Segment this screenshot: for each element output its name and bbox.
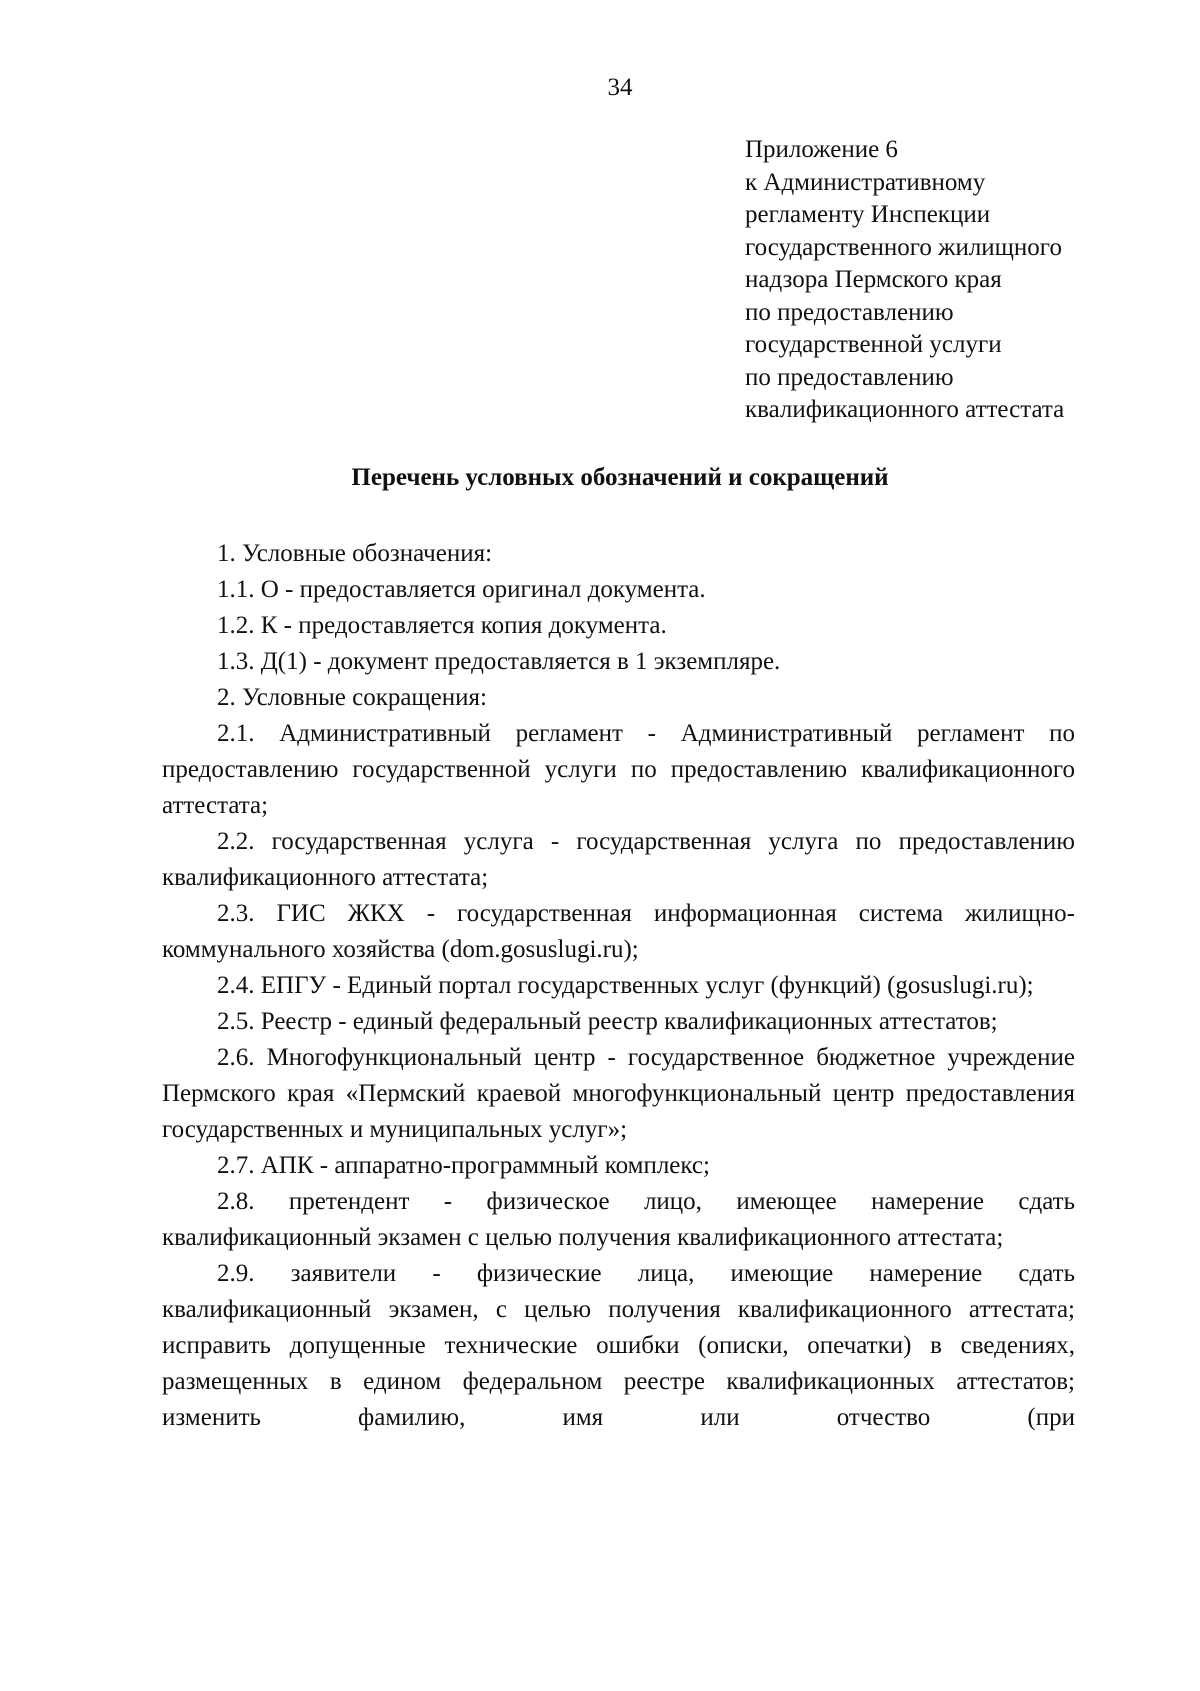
page-number: 34 — [607, 74, 633, 101]
list-item: 2.6. Многофункциональный центр - государственное бюджетное учреждение Пермского края «Пермский краевой многофункциональный центр предоставления государственных и муниципальных услуг»; — [162, 1044, 1075, 1143]
list-item: 2.1. Административный регламент - Административный регламент по предоставлению государственной услуги по предоставлению квалификационного аттестата; — [162, 720, 1075, 819]
list-item: 2.4. ЕПГУ - Единый портал государственных услуг (функций) (gosuslugi.ru); — [217, 972, 1034, 999]
list-item: 2.2. государственная услуга - государственная услуга по предоставлению квалификационного аттестата; — [162, 828, 1075, 891]
appendix-line: Приложение 6 — [745, 136, 898, 163]
appendix-line: государственной услуги — [745, 331, 1002, 358]
list-item: 2. Условные сокращения: — [217, 684, 487, 711]
document-body — [162, 536, 1075, 1436]
list-item: 2.5. Реестр - единый федеральный реестр квалификационных аттестатов; — [217, 1008, 998, 1035]
document-title: Перечень условных обозначений и сокращений — [351, 464, 889, 491]
appendix-header — [745, 134, 1145, 427]
appendix-line: к Административному — [745, 168, 986, 196]
list-item: 2.9. заявители - физические лица, имеющие намерение сдать квалификационный экзамен, с целью получения квалификационного аттестата; исправить допущенные технические ошибки (описки, опечатки) в сведениях, размещенных в едином федеральном реестре квалификационных аттестатов; изменить фамилию, имя или отчество (при — [162, 1260, 1075, 1431]
list-item: 1.2. К - предоставляется копия документа. — [217, 612, 667, 639]
appendix-line: квалификационного аттестата — [745, 396, 1065, 423]
appendix-line: по предоставлению — [745, 363, 954, 391]
list-item: 1.1. О - предоставляется оригинал документа. — [217, 576, 706, 603]
appendix-line: регламенту Инспекции — [745, 201, 991, 228]
appendix-line: государственного жилищного — [745, 233, 1062, 261]
appendix-line: надзора Пермского края — [745, 266, 1002, 293]
appendix-line: по предоставлению — [745, 298, 954, 326]
list-item: 2.8. претендент - физическое лицо, имеющее намерение сдать квалификационный экзамен с целью получения квалификационного аттестата; — [162, 1188, 1075, 1251]
list-item: 2.7. АПК - аппаратно-программный комплекс; — [217, 1152, 710, 1179]
list-item: 2.3. ГИС ЖКХ - государственная информационная система жилищно-коммунального хозяйства (dom.gosuslugi.ru); — [162, 900, 1075, 963]
list-item: 1. Условные обозначения: — [217, 540, 493, 567]
list-item: 1.3. Д(1) - документ предоставляется в 1 экземпляре. — [217, 648, 781, 675]
